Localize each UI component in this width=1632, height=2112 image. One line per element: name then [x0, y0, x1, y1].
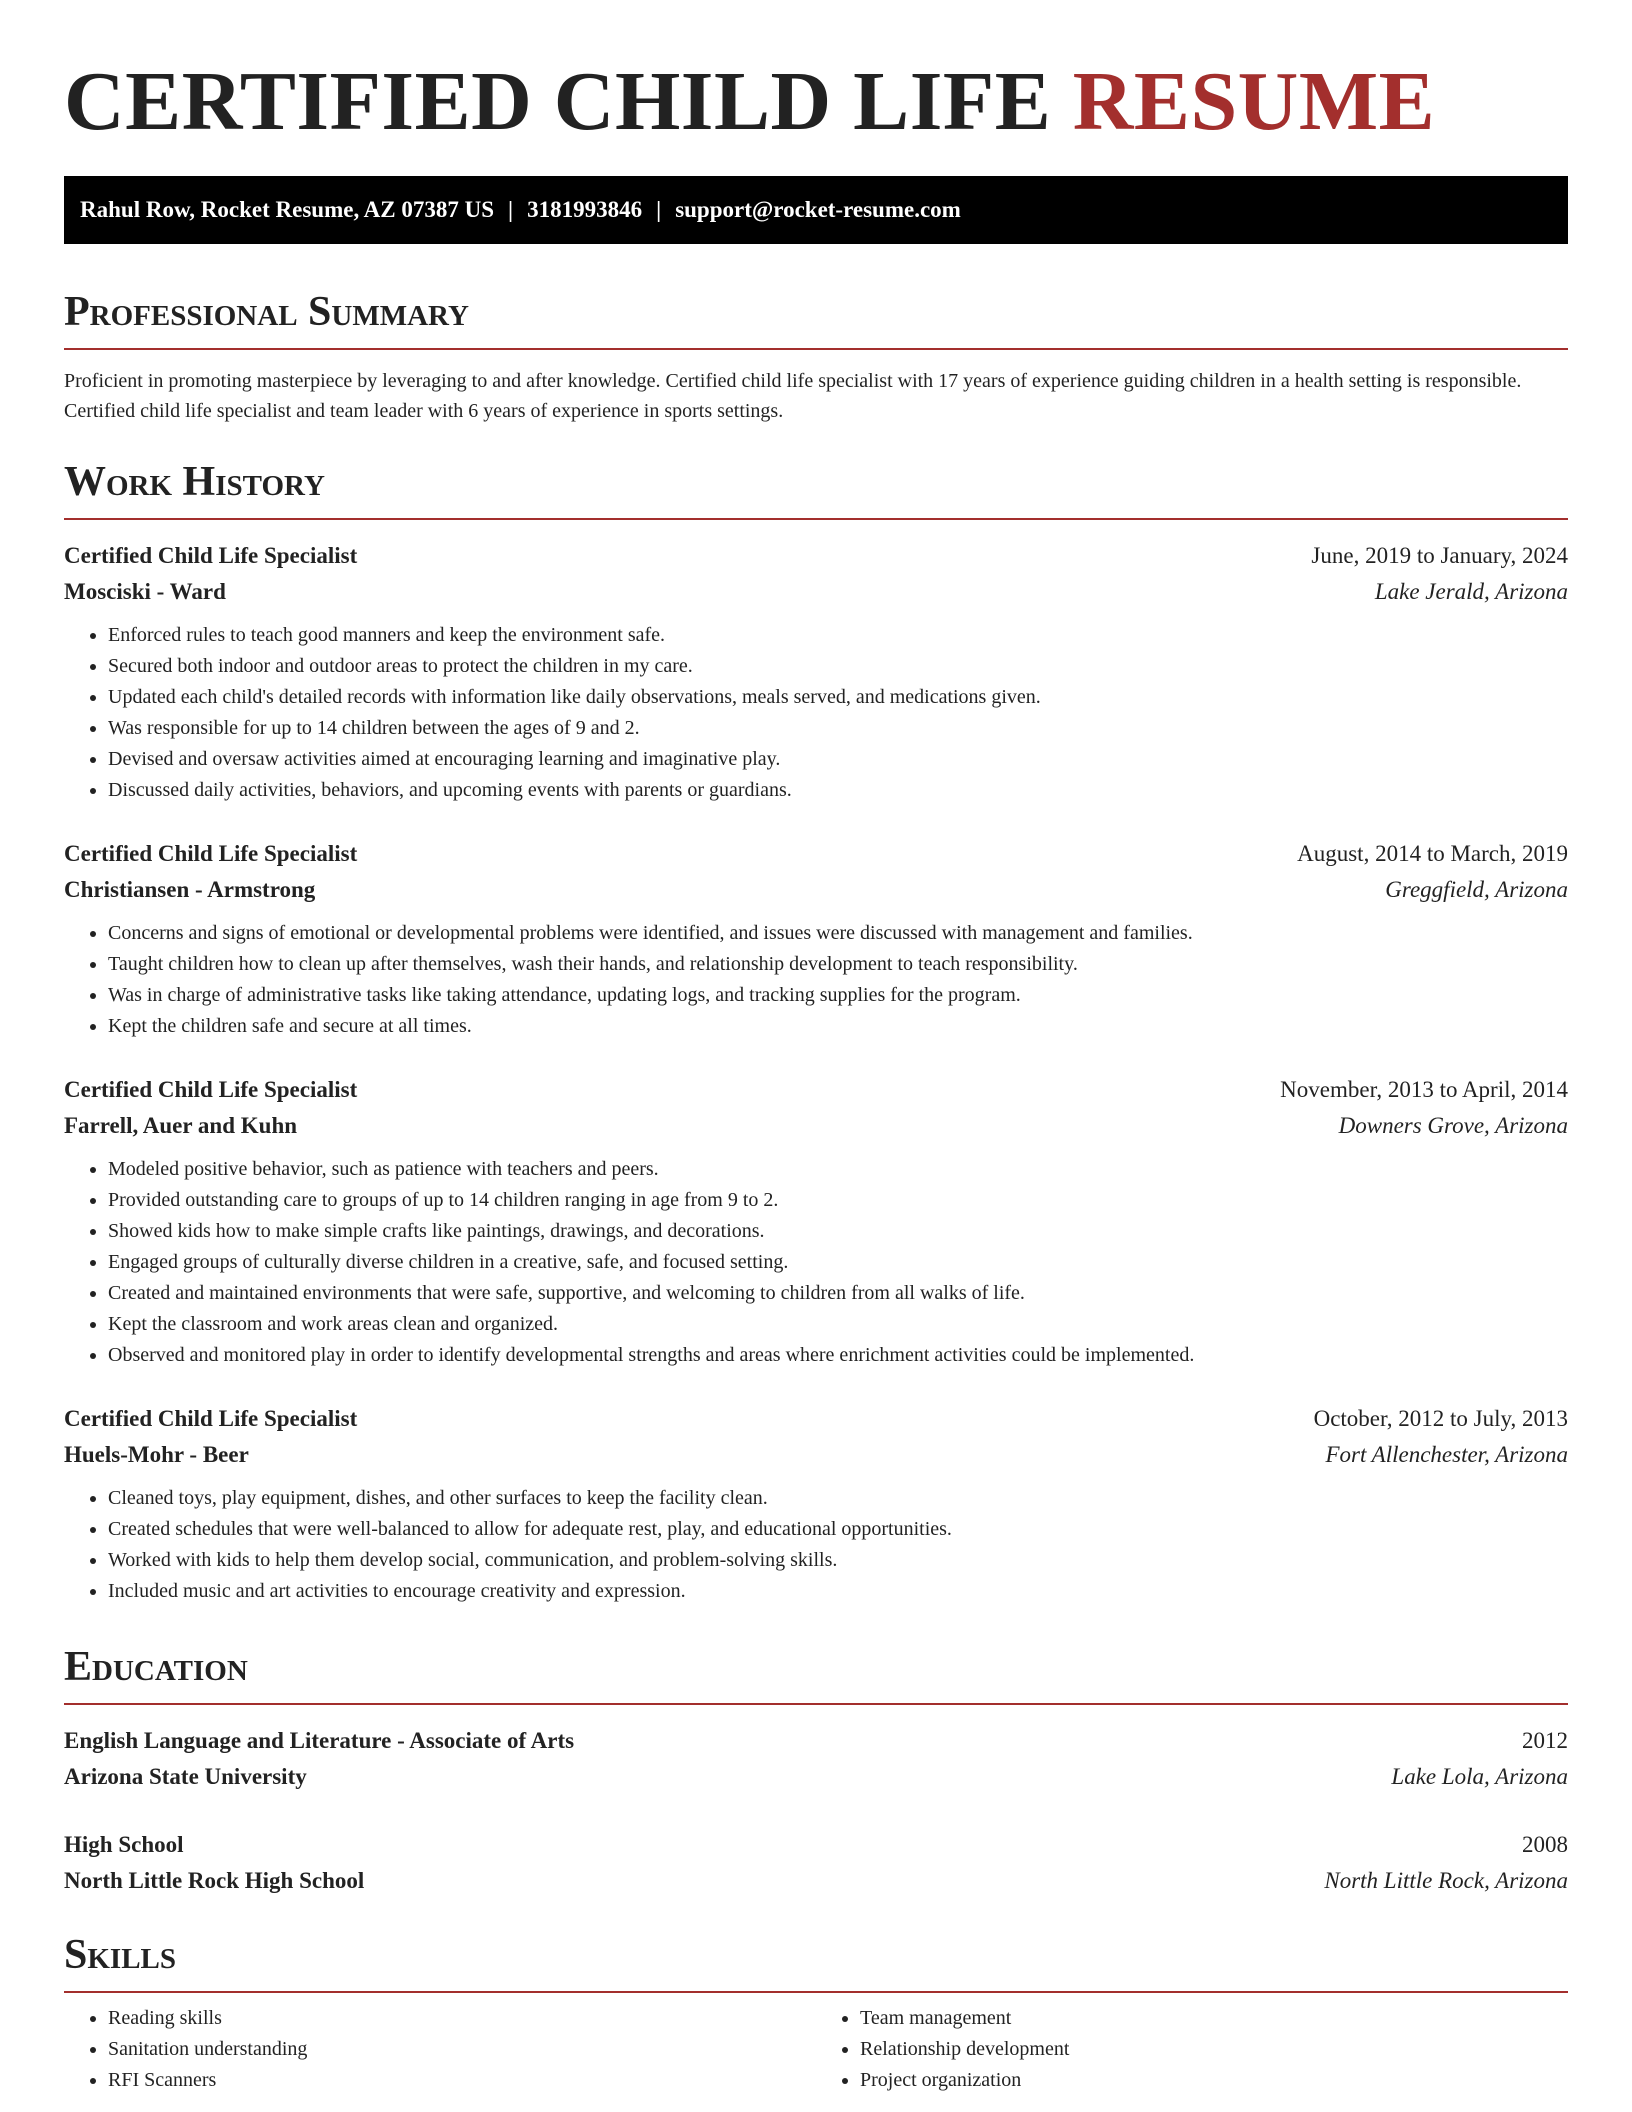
summary-heading: Professional Summary	[64, 284, 1568, 350]
title-accent: RESUME	[1072, 55, 1436, 148]
job-company-row	[64, 1437, 1568, 1473]
contact-address: Rahul Row, Rocket Resume, AZ 07387 US	[80, 197, 495, 222]
job-bullet: • Kept the classroom and work areas clean and organized.	[108, 1309, 1568, 1340]
job-company-row	[64, 1108, 1568, 1144]
job-header-row	[64, 1401, 1568, 1437]
contact-bar	[64, 176, 1568, 244]
education-location: North Little Rock, Arizona	[1324, 1868, 1568, 1893]
skill-item: • Sanitation understanding	[108, 2034, 816, 2065]
job-company: Farrell, Auer and Kuhn	[64, 1113, 298, 1138]
job-bullet: • Modeled positive behavior, such as patience with teachers and peers.	[108, 1154, 1568, 1185]
job-entry	[64, 1072, 1568, 1371]
job-company: Huels-Mohr - Beer	[64, 1442, 249, 1467]
education-year: 2012	[1522, 1728, 1568, 1753]
job-bullet: • Worked with kids to help them develop social, communication, and problem-solving skills.	[108, 1545, 1568, 1576]
job-bullet: • Cleaned toys, play equipment, dishes, and other surfaces to keep the facility clean.	[108, 1483, 1568, 1514]
job-entry	[64, 836, 1568, 1042]
job-dates: October, 2012 to July, 2013	[1313, 1406, 1568, 1431]
job-bullet: • Enforced rules to teach good manners and keep the environment safe.	[108, 620, 1568, 651]
job-bullet: • Taught children how to clean up after themselves, wash their hands, and relationship development to teach responsibility.	[108, 949, 1568, 980]
job-bullet: • Kept the children safe and secure at all times.	[108, 1011, 1568, 1042]
job-title: Certified Child Life Specialist	[64, 841, 358, 866]
job-bullets	[64, 1483, 1568, 1607]
job-header-row	[64, 538, 1568, 574]
education-header-row	[64, 1827, 1568, 1863]
job-bullet: • Created and maintained environments that were safe, supportive, and welcoming to children from all walks of life.	[108, 1278, 1568, 1309]
job-header-row	[64, 1072, 1568, 1108]
education-school-row	[64, 1863, 1568, 1899]
job-location: Lake Jerald, Arizona	[1374, 579, 1568, 604]
skill-item: • Relationship development	[860, 2034, 1568, 2065]
job-dates: August, 2014 to March, 2019	[1297, 841, 1568, 866]
skill-item: • Reading skills	[108, 2003, 816, 2034]
job-location: Fort Allenchester, Arizona	[1325, 1442, 1568, 1467]
job-entry	[64, 1401, 1568, 1607]
education-degree: High School	[64, 1832, 184, 1857]
education-school-row	[64, 1759, 1568, 1795]
skill-item: • Team management	[860, 2003, 1568, 2034]
job-bullet: • Provided outstanding care to groups of up to 14 children ranging in age from 9 to 2.	[108, 1185, 1568, 1216]
contact-email: support@rocket-resume.com	[675, 197, 961, 222]
job-bullets	[64, 1154, 1568, 1371]
job-header-row	[64, 836, 1568, 872]
job-bullets	[64, 620, 1568, 806]
job-bullet: • Concerns and signs of emotional or developmental problems were identified, and issues were discussed with management and families.	[108, 918, 1568, 949]
job-bullet: • Discussed daily activities, behaviors, and upcoming events with parents or guardians.	[108, 775, 1568, 806]
job-entry	[64, 538, 1568, 806]
job-company: Mosciski - Ward	[64, 579, 226, 604]
job-title: Certified Child Life Specialist	[64, 1077, 358, 1102]
job-title: Certified Child Life Specialist	[64, 1406, 358, 1431]
education-header-row	[64, 1723, 1568, 1759]
contact-separator: |	[508, 197, 514, 222]
job-location: Downers Grove, Arizona	[1338, 1113, 1568, 1138]
contact-separator: |	[656, 197, 662, 222]
job-bullet: • Engaged groups of culturally diverse children in a creative, safe, and focused setting.	[108, 1247, 1568, 1278]
job-location: Greggfield, Arizona	[1385, 877, 1568, 902]
education-school: Arizona State University	[64, 1764, 307, 1789]
skill-item: • Project organization	[860, 2065, 1568, 2096]
summary-text: Proficient in promoting masterpiece by leveraging to and after knowledge. Certified child life specialist with 17 years of experience guiding children in a health setting is responsible. Certified child life specialist and team leader with 6 years of experience in sports settings.	[64, 370, 1522, 422]
job-bullet: • Devised and oversaw activities aimed at encouraging learning and imaginative play.	[108, 744, 1568, 775]
job-dates: June, 2019 to January, 2024	[1311, 543, 1568, 568]
education-entry	[64, 1827, 1568, 1899]
job-company: Christiansen - Armstrong	[64, 877, 316, 902]
job-title: Certified Child Life Specialist	[64, 543, 358, 568]
skills-column-right	[816, 2003, 1568, 2096]
job-bullet: • Included music and art activities to encourage creativity and expression.	[108, 1576, 1568, 1607]
resume-title	[64, 0, 1568, 152]
education-location: Lake Lola, Arizona	[1391, 1764, 1568, 1789]
skills-column-left	[64, 2003, 816, 2096]
education-degree: English Language and Literature - Associate of Arts	[64, 1728, 575, 1753]
job-company-row	[64, 872, 1568, 908]
job-dates: November, 2013 to April, 2014	[1280, 1077, 1568, 1102]
resume-page	[64, 0, 1568, 2096]
job-bullet: • Showed kids how to make simple crafts like paintings, drawings, and decorations.	[108, 1216, 1568, 1247]
education-heading: Education	[64, 1639, 1568, 1705]
job-bullet: • Observed and monitored play in order to identify developmental strengths and areas where enrichment activities could be implemented.	[108, 1340, 1568, 1371]
job-company-row	[64, 574, 1568, 610]
job-bullet: • Was responsible for up to 14 children between the ages of 9 and 2.	[108, 713, 1568, 744]
contact-phone: 3181993846	[527, 197, 643, 222]
skills-grid	[64, 2003, 1568, 2096]
title-main: CERTIFIED CHILD LIFE	[64, 55, 1052, 148]
job-bullet: • Created schedules that were well-balanced to allow for adequate rest, play, and educational opportunities.	[108, 1514, 1568, 1545]
work-history-heading: Work History	[64, 454, 1568, 520]
job-bullet: • Secured both indoor and outdoor areas to protect the children in my care.	[108, 651, 1568, 682]
job-bullets	[64, 918, 1568, 1042]
job-bullet: • Updated each child's detailed records with information like daily observations, meals served, and medications given.	[108, 682, 1568, 713]
education-school: North Little Rock High School	[64, 1868, 365, 1893]
skill-item: • RFI Scanners	[108, 2065, 816, 2096]
job-bullet: • Was in charge of administrative tasks like taking attendance, updating logs, and tracking supplies for the program.	[108, 980, 1568, 1011]
education-entry	[64, 1723, 1568, 1795]
education-year: 2008	[1522, 1832, 1568, 1857]
skills-heading: Skills	[64, 1927, 1568, 1993]
